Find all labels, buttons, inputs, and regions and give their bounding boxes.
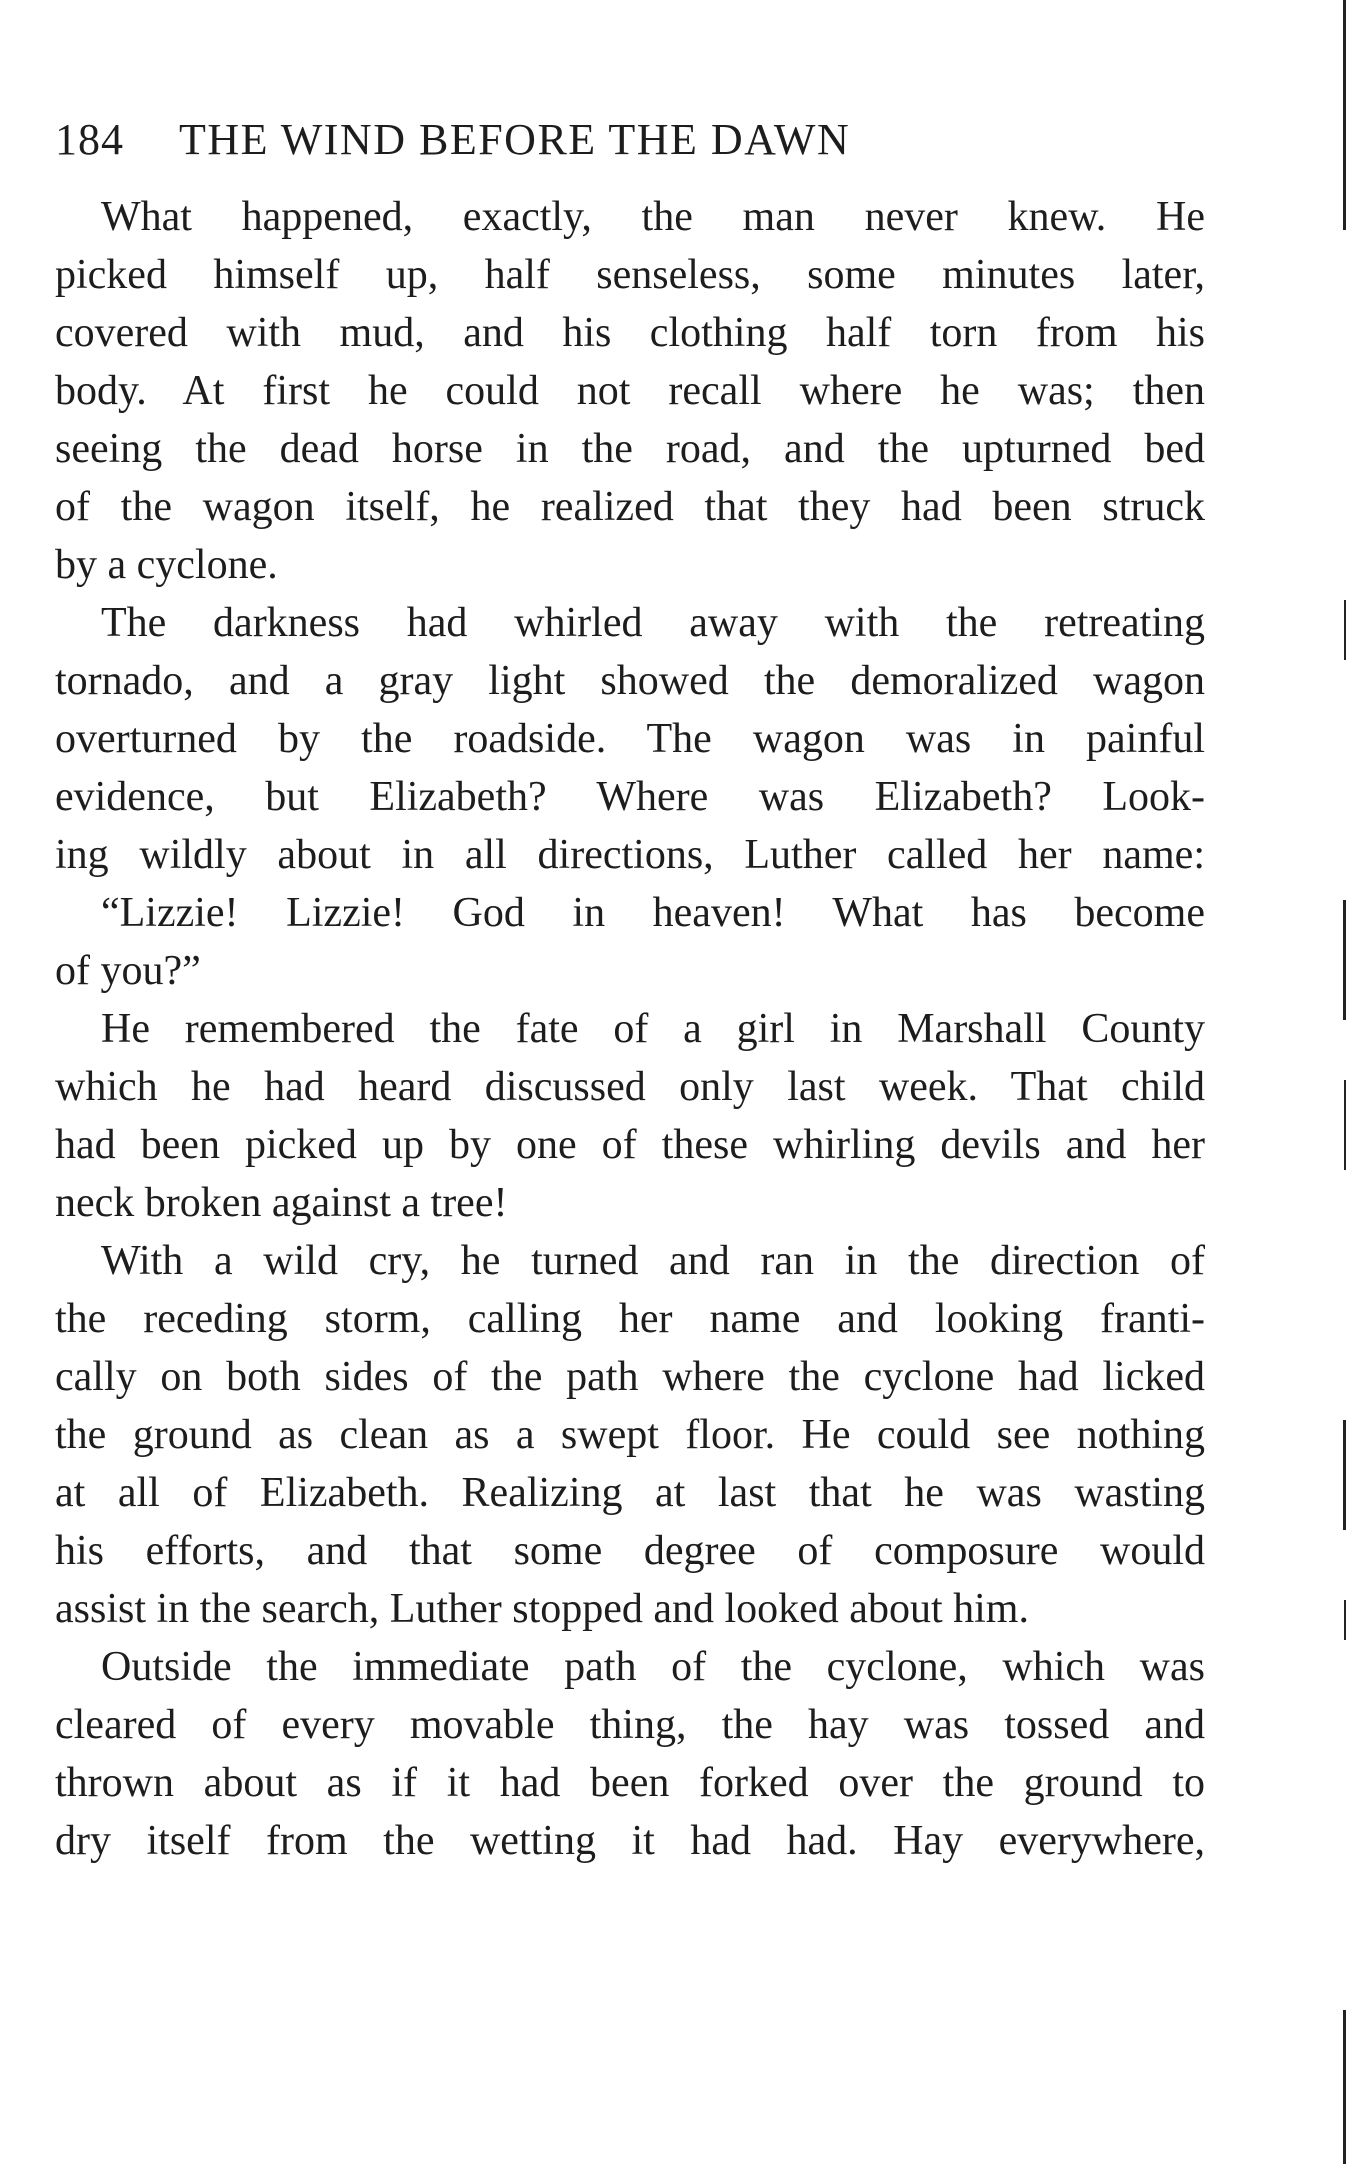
scan-edge-mark xyxy=(1343,1420,1346,1530)
text-line: What happened, exactly, the man never knew. He xyxy=(101,194,1205,240)
text-line: ing wildly about in all directions, Luther called her name: xyxy=(55,832,1205,878)
text-line: his efforts, and that some degree of composure would xyxy=(55,1528,1205,1574)
text-line: of the wagon itself, he realized that they had been struck xyxy=(55,484,1205,530)
scan-edge-mark xyxy=(1344,600,1346,660)
text-line: which he had heard discussed only last week. That child xyxy=(55,1064,1205,1110)
text-line: at all of Elizabeth. Realizing at last that he was wasting xyxy=(55,1470,1205,1516)
text-line: With a wild cry, he turned and ran in the direction of xyxy=(101,1238,1205,1284)
text-line: had been picked up by one of these whirling devils and her xyxy=(55,1122,1205,1168)
text-line: Outside the immediate path of the cyclone, which was xyxy=(101,1644,1205,1690)
text-line: assist in the search, Luther stopped and looked about him. xyxy=(55,1586,1029,1632)
text-line: the receding storm, calling her name and looking franti- xyxy=(55,1296,1205,1342)
text-line: thrown about as if it had been forked over the ground to xyxy=(55,1760,1205,1806)
text-line: evidence, but Elizabeth? Where was Elizabeth? Look- xyxy=(55,774,1205,820)
text-line: The darkness had whirled away with the retreating xyxy=(101,600,1205,646)
text-line: seeing the dead horse in the road, and the upturned bed xyxy=(55,426,1205,472)
text-line: the ground as clean as a swept floor. He could see nothing xyxy=(55,1412,1205,1458)
text-line: He remembered the fate of a girl in Marshall County xyxy=(101,1006,1205,1052)
scan-edge-mark xyxy=(1344,1080,1346,1170)
scan-edge-mark xyxy=(1343,2010,1346,2164)
text-line: by a cyclone. xyxy=(55,542,278,588)
text-line: neck broken against a tree! xyxy=(55,1180,508,1226)
text-line: cally on both sides of the path where the cyclone had licked xyxy=(55,1354,1205,1400)
text-line: covered with mud, and his clothing half torn from his xyxy=(55,310,1205,356)
text-line: of you?” xyxy=(55,948,201,994)
text-line: “Lizzie! Lizzie! God in heaven! What has become xyxy=(101,890,1205,936)
text-line: tornado, and a gray light showed the demoralized wagon xyxy=(55,658,1205,704)
text-line: overturned by the roadside. The wagon was in painful xyxy=(55,716,1205,762)
body-text xyxy=(55,188,1205,1870)
scan-edge-mark xyxy=(1344,1600,1346,1640)
scan-edge-mark xyxy=(1343,900,1346,1020)
text-line: picked himself up, half senseless, some minutes later, xyxy=(55,252,1205,298)
scan-edge-mark xyxy=(1343,0,1346,230)
text-line: dry itself from the wetting it had had. Hay everywhere, xyxy=(55,1818,1205,1864)
running-title: THE WIND BEFORE THE DAWN xyxy=(179,115,851,164)
text-line: body. At first he could not recall where he was; then xyxy=(55,368,1205,414)
running-head xyxy=(55,110,1205,170)
text-line: cleared of every movable thing, the hay was tossed and xyxy=(55,1702,1205,1748)
page-number: 184 xyxy=(55,115,124,164)
